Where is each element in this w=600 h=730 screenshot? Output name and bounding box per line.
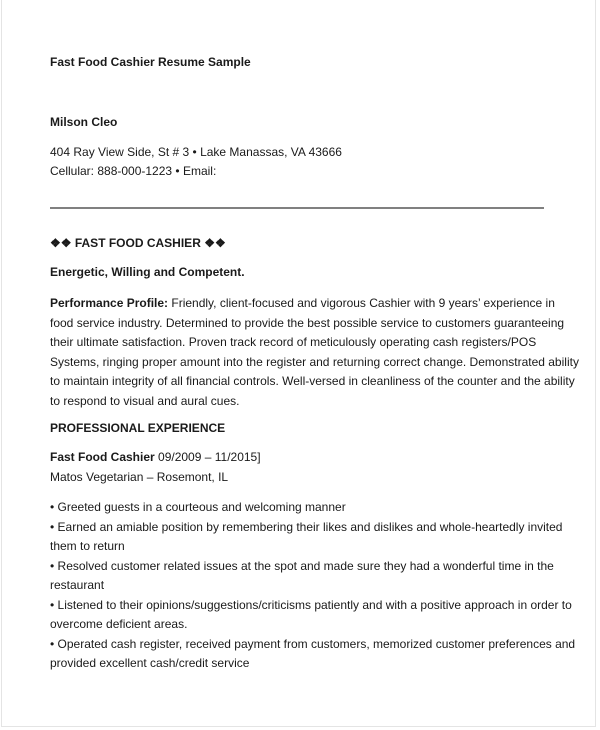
profile-label: Performance Profile: (50, 296, 169, 310)
job-title-line (50, 450, 261, 464)
job-bullet-list (50, 498, 576, 674)
horizontal-divider (50, 207, 544, 209)
profile-line: their ultimate satisfaction. Proven track record of meticulously operating cash registers/POS (50, 335, 537, 349)
resume-tagline: Energetic, Willing and Competent. (50, 265, 245, 279)
list-item: • Earned an amiable position by remembering their likes and dislikes and whole-heartedly invited them to return (50, 519, 563, 553)
candidate-address: 404 Ray View Side, St # 3 • Lake Manassas, VA 43666 (50, 145, 342, 159)
job-employer: Matos Vegetarian – Rosemont, IL (50, 470, 229, 484)
profile-line: Systems, ringing proper amount into the register and returning correct change. Demonstrated ability (50, 354, 579, 369)
resume-headline: ❖❖ FAST FOOD CASHIER ❖❖ (50, 236, 226, 250)
profile-line: to maintain integrity of all financial controls. Well-versed in cleanliness of the counter and the ability (50, 374, 575, 388)
list-item: • Greeted guests in a courteous and welcoming manner (50, 500, 346, 514)
document-title: Fast Food Cashier Resume Sample (50, 55, 251, 69)
list-item: • Operated cash register, received payment from customers, memorized customer preferences and provided excellent cash/credit service (50, 636, 576, 670)
candidate-name: Milson Cleo (50, 115, 118, 129)
profile-line: to respond to visual and aural cues. (50, 393, 240, 408)
section-heading-experience: PROFESSIONAL EXPERIENCE (50, 421, 226, 435)
job-dates: 09/2009 – 11/2015] (154, 450, 261, 464)
performance-profile (50, 294, 579, 411)
candidate-phone-email: Cellular: 888-000-1223 • Email: (50, 164, 217, 178)
profile-line: Performance Profile: Friendly, client-focused and vigorous Cashier with 9 years’ experience in (50, 296, 555, 310)
job-title: Fast Food Cashier (50, 450, 155, 464)
list-item: • Resolved customer related issues at the spot and made sure they had a wonderful time in the restaurant (50, 558, 554, 592)
profile-line: food service industry. Determined to provide the best possible service to customers guaranteeing (50, 315, 565, 330)
list-item: • Listened to their opinions/suggestions/criticisms patiently and with a positive approach in order to overcome deficient areas. (50, 597, 572, 631)
